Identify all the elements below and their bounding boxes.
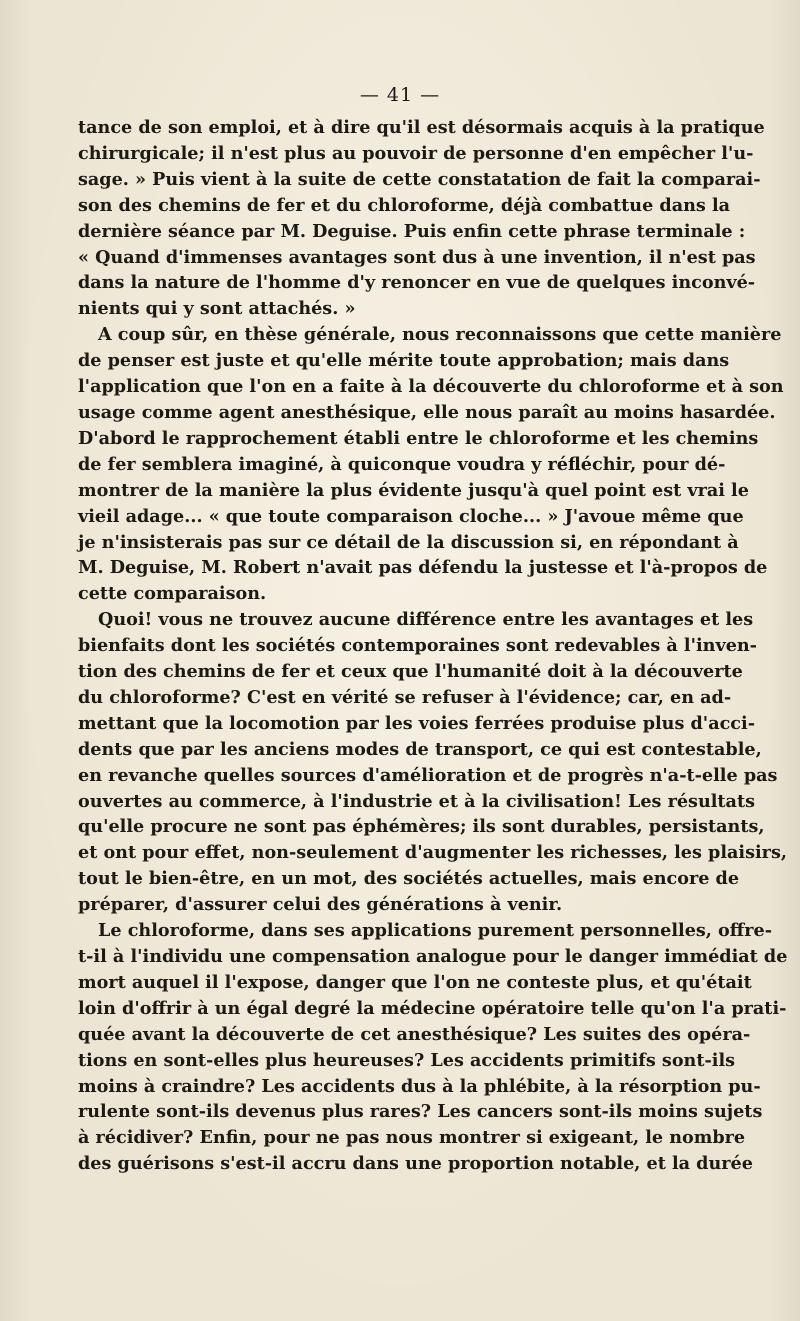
text-line: sage. » Puis vient à la suite de cette constatation de fait la comparai- bbox=[78, 168, 761, 190]
text-line: loin d'offrir à un égal degré la médecine opératoire telle qu'on l'a prati- bbox=[78, 997, 787, 1019]
paragraph bbox=[78, 322, 784, 607]
text-line: usage comme agent anesthésique, elle nous paraît au moins hasardée. bbox=[78, 401, 776, 423]
text-line: des guérisons s'est-il accru dans une proportion notable, et la durée bbox=[78, 1153, 753, 1175]
text-line: mort auquel il l'expose, danger que l'on ne conteste plus, et qu'était bbox=[78, 971, 752, 993]
body-text bbox=[78, 115, 788, 1177]
text-line: bienfaits dont les sociétés contemporaines sont redevables à l'inven- bbox=[78, 635, 757, 657]
paragraph bbox=[78, 607, 787, 918]
text-line: à récidiver? Enfin, pour ne pas nous montrer si exigeant, le nombre bbox=[78, 1127, 746, 1149]
text-line: dans la nature de l'homme d'y renoncer en vue de quelques inconvé- bbox=[78, 272, 756, 294]
text-line: chirurgicale; il n'est plus au pouvoir de personne d'en empêcher l'u- bbox=[78, 142, 754, 164]
text-line: de fer semblera imaginé, à quiconque voudra y réfléchir, pour dé- bbox=[78, 453, 726, 475]
text-line: en revanche quelles sources d'amélioration et de progrès n'a-t-elle pas bbox=[78, 764, 778, 786]
text-line: tions en sont-elles plus heureuses? Les accidents primitifs sont-ils bbox=[78, 1049, 736, 1071]
text-line: qu'elle procure ne sont pas éphémères; ils sont durables, persistants, bbox=[78, 816, 765, 838]
text-line: rulente sont-ils devenus plus rares? Les cancers sont-ils moins sujets bbox=[78, 1101, 763, 1123]
text-line: tance de son emploi, et à dire qu'il est désormais acquis à la pratique bbox=[78, 117, 765, 138]
text-line: moins à craindre? Les accidents dus à la phlébite, à la résorption pu- bbox=[78, 1075, 761, 1097]
text-line: tion des chemins de fer et ceux que l'humanité doit à la découverte bbox=[78, 661, 743, 683]
text-line: mettant que la locomotion par les voies ferrées produise plus d'acci- bbox=[78, 712, 756, 734]
text-line: M. Deguise, M. Robert n'avait pas défendu la justesse et l'à-propos de bbox=[78, 557, 768, 579]
text-line: dents que par les anciens modes de transport, ce qui est contestable, bbox=[78, 738, 762, 760]
text-line: nients qui y sont attachés. » bbox=[78, 298, 356, 320]
text-line: montrer de la manière la plus évidente jusqu'à quel point est vrai le bbox=[78, 479, 749, 501]
text-line: Le chloroforme, dans ses applications purement personnelles, offre- bbox=[98, 920, 773, 942]
text-line: « Quand d'immenses avantages sont dus à une invention, il n'est pas bbox=[78, 246, 756, 268]
text-line: son des chemins de fer et du chloroforme, déjà combattue dans la bbox=[78, 194, 731, 216]
text-line: quée avant la découverte de cet anesthésique? Les suites des opéra- bbox=[78, 1023, 751, 1045]
text-line: de penser est juste et qu'elle mérite toute approbation; mais dans bbox=[78, 350, 730, 372]
text-line: dernière séance par M. Deguise. Puis enfin cette phrase terminale : bbox=[78, 220, 746, 242]
text-line: A coup sûr, en thèse générale, nous reconnaissons que cette manière bbox=[98, 324, 782, 346]
paragraph bbox=[78, 115, 765, 322]
text-line: Quoi! vous ne trouvez aucune différence entre les avantages et les bbox=[98, 609, 754, 631]
text-line: t-il à l'individu une compensation analogue pour le danger immédiat de bbox=[78, 946, 788, 967]
text-line: l'application que l'on en a faite à la découverte du chloroforme et à son bbox=[78, 376, 784, 398]
text-line: du chloroforme? C'est en vérité se refuser à l'évidence; car, en ad- bbox=[78, 686, 732, 708]
paragraph bbox=[78, 918, 788, 1177]
text-line: vieil adage... « que toute comparaison cloche... » J'avoue même que bbox=[78, 505, 744, 527]
text-line: cette comparaison. bbox=[78, 583, 267, 605]
text-line: je n'insisterais pas sur ce détail de la discussion si, en répondant à bbox=[78, 531, 739, 553]
page-number: — 41 — bbox=[359, 84, 441, 106]
text-line: et ont pour effet, non-seulement d'augmenter les richesses, les plaisirs, bbox=[78, 842, 787, 864]
text-line: D'abord le rapprochement établi entre le chloroforme et les chemins bbox=[78, 427, 759, 449]
text-line: tout le bien-être, en un mot, des sociétés actuelles, mais encore de bbox=[78, 868, 740, 890]
text-line: préparer, d'assurer celui des générations à venir. bbox=[78, 894, 563, 916]
text-line: ouvertes au commerce, à l'industrie et à la civilisation! Les résultats bbox=[78, 790, 755, 812]
